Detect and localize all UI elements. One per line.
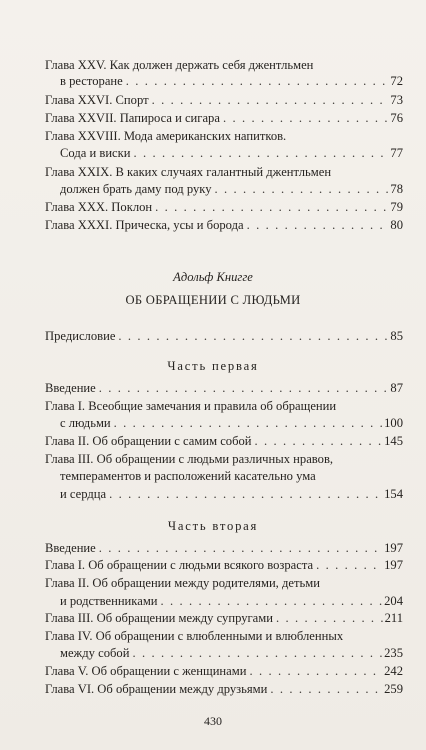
page-number: 100: [384, 416, 403, 430]
toc-entry: Введение . . . 197: [45, 540, 403, 556]
toc-entry: Глава III. Об обращении с людьми различных нравов,: [45, 452, 334, 466]
toc-entry: Глава I. Всеобщие замечания и правила об обращении: [45, 399, 337, 413]
toc-entry-leader: между собой . . . 235: [60, 645, 403, 661]
toc-entry-leader: Сода и виски . . . 77: [60, 145, 403, 161]
work-title: ОБ ОБРАЩЕНИИ С ЛЮДЬМИ: [125, 293, 301, 307]
folio-page-number: 430: [204, 714, 222, 728]
page-number: 85: [390, 329, 403, 343]
toc-entry: Глава XXVIII. Мода американских напитков.: [45, 129, 287, 143]
toc-entry: Глава XXIX. В каких случаях галантный джентльмен: [45, 165, 332, 179]
toc-entry: Глава VI. Об обращении между друзьями . . . 259: [45, 681, 403, 697]
toc-entry: Глава I. Об обращении с людьми всякого возраста . . . 197: [45, 557, 403, 573]
toc-entry-leader: в ресторане . . . 72: [60, 73, 403, 89]
toc-entry: Глава XXVII. Папироса и сигара . . . 76: [45, 110, 403, 126]
page-number: 73: [390, 93, 403, 107]
page-number: 211: [384, 611, 403, 625]
page-number: 72: [390, 74, 403, 88]
toc-entry-leader: с людьми . . . 100: [60, 415, 403, 431]
toc-entry: темпераментов и расположений касательно ума: [60, 469, 316, 483]
toc-entry: Введение . . . 87: [45, 380, 403, 396]
part-heading: Часть первая: [167, 359, 259, 373]
page-number: 145: [384, 434, 403, 448]
page-number: 242: [384, 664, 403, 678]
page-number: 87: [390, 381, 403, 395]
page-number: 197: [384, 541, 403, 555]
toc-entry: Глава IV. Об обращении с влюбленными и влюбленных: [45, 629, 344, 643]
page-number: 235: [384, 646, 403, 660]
toc-entry: Глава XXX. Поклон . . . 79: [45, 199, 403, 215]
part-heading: Часть вторая: [167, 519, 259, 533]
toc-entry-leader: должен брать даму под руку . . . 78: [60, 181, 403, 197]
author-name: Адольф Книгге: [173, 270, 253, 284]
page-number: 197: [384, 558, 403, 572]
toc-entry: Глава XXVI. Спорт . . . 73: [45, 92, 403, 108]
page-number: 79: [390, 200, 403, 214]
toc-entry: Глава II. Об обращении с самим собой . . . 145: [45, 433, 403, 449]
toc-entry-leader: и родственниками . . . 204: [60, 593, 403, 609]
page-number: 154: [384, 487, 403, 501]
toc-entry-preface: Предисловие . . . 85: [45, 328, 403, 344]
page-number: 80: [390, 218, 403, 232]
page-number: 259: [384, 682, 403, 696]
page-number: 204: [384, 594, 403, 608]
page-number: 76: [390, 111, 403, 125]
page-number: 78: [390, 182, 403, 196]
toc-entry: Глава XXXI. Прическа, усы и борода . . . 80: [45, 217, 403, 233]
toc-entry: Глава III. Об обращении между супругами . . . 211: [45, 610, 403, 626]
toc-entry: Глава V. Об обращении с женщинами . . . 242: [45, 663, 403, 679]
toc-entry: Глава II. Об обращении между родителями, детьми: [45, 576, 320, 590]
toc-entry-leader: и сердца . . . 154: [60, 486, 403, 502]
toc-entry: Глава XXV. Как должен держать себя джентльмен: [45, 58, 314, 72]
page-number: 77: [390, 146, 403, 160]
